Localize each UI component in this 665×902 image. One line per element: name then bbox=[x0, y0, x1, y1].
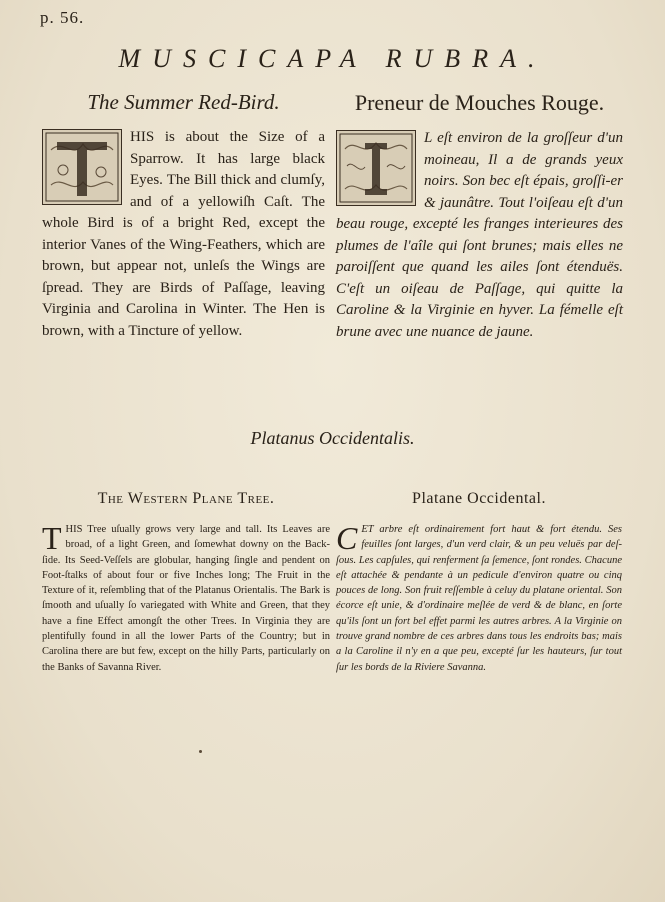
french-initial-tree: C bbox=[336, 520, 358, 556]
ornamental-dropcap-t-icon bbox=[42, 129, 122, 205]
french-heading-tree: Platane Occidental. bbox=[412, 490, 546, 507]
english-initial-tree: T bbox=[42, 520, 62, 556]
ornamental-dropcap-i-icon bbox=[336, 130, 416, 206]
english-body-bird: HIS is about the Size of a Sparrow. It has large black Eyes. The Bill thick and clumſy, and of a yellowiſh Caſt. The whole Bird is of a bright Red, except the interior Vanes of the Wing-Feathers, which are brown, but appear not, unleſs the Wings are ſpread. They are Birds of Paſſage, leaving Virginia and Carolina in Winter. The Hen is brown, with a Tincture of yellow. bbox=[42, 129, 325, 339]
french-heading-bird: Preneur de Mouches Rouge. bbox=[354, 90, 605, 115]
ink-speck bbox=[199, 750, 202, 753]
english-column-tree bbox=[42, 490, 330, 675]
english-body-tree: HIS Tree uſually grows very large and tall. Its Leaves are broad, of a light Green, and ſomewhat downy on the Back-ſide. Its Seed-Veſſels are globular, hanging ſingle and pendent on Foot-ſtalks of about four or five Inches long; The Fruit in the Texture of it, reſembling that of the Platanus Orientalis. The Bark is ſmooth and uſually ſo variegated with White and Green, that they have a fine Effect amongſt the other Trees. In Virginia they are plentifully found in all the lower Parts of the Country; but in Carolina there are but few, except on the hilly Parts, particularly on the Banks of Savanna River. bbox=[42, 524, 330, 673]
english-heading-tree: The Western Plane Tree. bbox=[97, 490, 275, 507]
english-heading-bird: The Summer Red-Bird. bbox=[87, 90, 280, 114]
french-column-tree bbox=[336, 490, 622, 675]
page-number: p. 56. bbox=[40, 8, 85, 27]
french-column-bird bbox=[336, 90, 623, 343]
latin-title: MUSCICAPA RUBRA. bbox=[118, 44, 547, 73]
french-body-bird: L eſt environ de la groſſeur d'un moineau, Il a de grands yeux noirs. Son bec eſt épais, groſſi-er & jaunâtre. Tout l'oiſeau eſt d'un beau rouge, excepté les franges interieures des plumes de l'aîle qui ſont brunes; mais elles ne paroiſſent que quand les ailes ſont étenduës. C'eſt un oiſeau de Paſſage, qui quitte la Caroline & la Virginie en hyver. La fémelle eſt brune avec une nuance de jaune. bbox=[336, 130, 623, 340]
french-body-tree: ET arbre eſt ordinairement fort haut & fort étendu. Ses feuilles ſont larges, d'un verd clair, & un peu veluës par deſ-ſous. Les capſules, qui renferment ſa ſemence, ſont rondes. Chacune eſt attachée & pendante à un pedicule d'environ quatre ou cinq pouces de long. Son fruit reſſemble à celuy du platane oriental. Son écorce eſt unie, & d'ordinaire meſlée de verd & de blanc, en ſorte qu'ils ſont un fort bel effet parmi les autres arbres. A la Virginie on trouve grand nombre de ces arbres dans tous les endroits bas; mais a la Caroline il n'y en a que peu, excepté ſur les hauteurs, ſur tout ſur les bords de la Riviere Savanna. bbox=[336, 524, 622, 673]
english-column-bird bbox=[42, 90, 325, 342]
tree-latin-title: Platanus Occidentalis. bbox=[250, 428, 415, 448]
